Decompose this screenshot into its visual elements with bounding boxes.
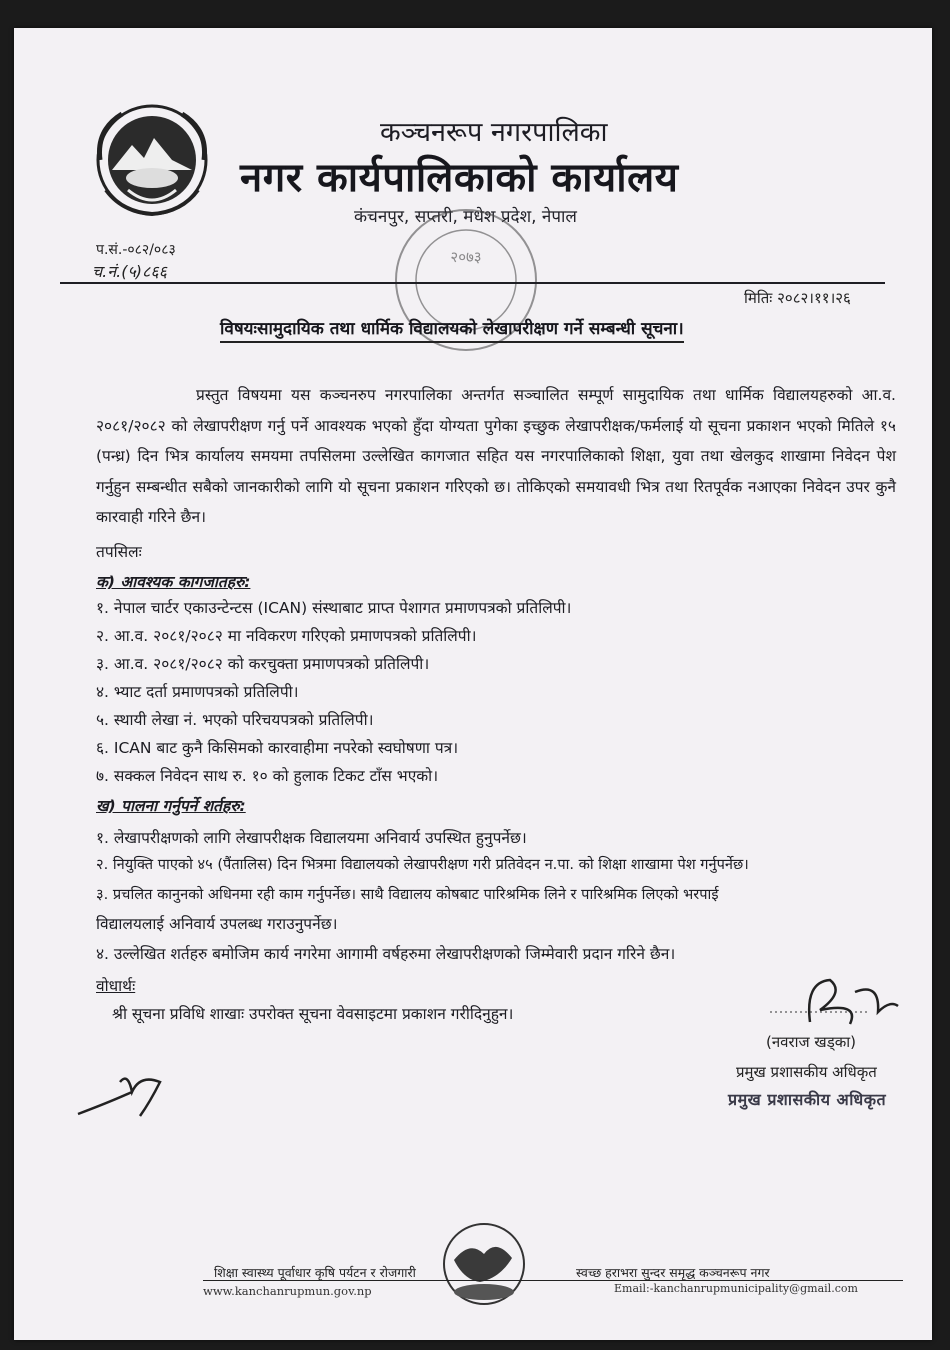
signatory-name: (नवराज खड्का) [766,1033,856,1051]
footer-email: Email:-kanchanrupmunicipality@gmail.com [614,1282,858,1295]
signatory-title: प्रमुख प्रशासकीय अधिकृत [736,1063,877,1081]
document-item: १. नेपाल चार्टर एकाउन्टेन्टस (ICAN) संस्थाबाट प्राप्त पेशागत प्रमाणपत्रको प्रतिलिपी। [96,599,572,617]
body-paragraph: प्रस्तुत विषयमा यस कञ्चनरुप नगरपालिका अन्तर्गत सञ्चालित सम्पूर्ण सामुदायिक तथा धार्मिक विद्यालयहरुको आ.व. २०८१/२०८२ को लेखापरीक्षण गर्नु पर्ने आवश्यक भएको हुँदा योग्यता पुगेका इच्छुक लेखापरीक्षक/फर्मलाई यो सूचना प्रकाशन भएको मितिले १५ (पन्ध्र) दिन भित्र कार्यालय समयमा तपसिलमा उल्लेखित कागजात सहित यस नगरपालिकाको शिक्षा, युवा तथा खेलकुद शाखामा निवेदन पेश गर्नुहुन सम्बन्धीत सबैको जानकारीको लागि यो सूचना प्रकाशन गरिएको छ। तोकिएको समयावधी भित्र तथा रितपूर्वक नआएका निवेदन उपर कुनै कारवाही गरिने छैन। [96,386,896,526]
condition-item-continued: विद्यालयलाई अनिवार्य उपलब्ध गराउनुपर्नेछ। [96,915,338,933]
condition-item: ३. प्रचलित कानुनको अधिनमा रही काम गर्नुपर्नेछ। साथै विद्यालय कोषबाट पारिश्रमिक लिने र पारिश्रमिक लिएको भरपाई [96,886,719,903]
schedule-label: तपसिलः [96,543,142,561]
footer-slogan-right: स्वच्छ हराभरा सुन्दर समृद्ध कञ्चनरूप नगर [576,1265,770,1280]
document-item: ४. भ्याट दर्ता प्रमाणपत्रको प्रतिलिपी। [96,683,299,701]
dispatch-number: च.नं.(५)८६६ [92,262,167,281]
office-address: कंचनपुर, सप्तरी, मधेश प्रदेश, नेपाल [354,207,577,227]
initials-scribble [70,1062,180,1122]
reference-number: प.सं.-०८२/०८३ [96,242,176,258]
document-item: २. आ.व. २०८१/२०८२ मा नविकरण गरिएको प्रमाणपत्रको प्रतिलिपी। [96,627,477,645]
document-item: ३. आ.व. २०८१/२०८२ को करचुक्ता प्रमाणपत्रको प्रतिलिपी। [96,655,430,673]
header-divider [60,282,885,284]
condition-item: ४. उल्लेखित शर्तहरु बमोजिम कार्य नगरेमा आगामी वर्षहरुमा लेखापरीक्षणको जिम्मेवारी प्रदान गरिने छैन। [96,945,676,963]
footer-website: www.kanchanrupmun.gov.np [203,1284,372,1298]
documents-heading: क) आवश्यक कागजातहरु: [96,573,251,591]
condition-item: १. लेखापरीक्षणको लागि लेखापरीक्षक विद्यालयमा अनिवार्य उपस्थित हुनुपर्नेछ। [96,829,527,847]
notice-date: मितिः २०८२।११।२६ [744,289,851,307]
footer-divider [203,1280,903,1281]
globe-logo-icon [440,1220,528,1308]
notice-body [96,380,896,533]
notice-subject: विषयःसामुदायिक तथा धार्मिक विद्यालयको लेखापरीक्षण गर्ने सम्बन्धी सूचना। [220,316,684,343]
condition-item: २. नियुक्ति पाएको ४५ (पैंतालिस) दिन भित्रमा विद्यालयको लेखापरीक्षण गरी प्रतिवेदन न.पा. को शिक्षा शाखामा पेश गर्नुपर्नेछ। [96,856,749,873]
nepal-emblem-icon [92,100,212,220]
document-item: ५. स्थायी लेखा नं. भएको परिचयपत्रको प्रतिलिपी। [96,711,374,729]
conditions-heading: ख) पालना गर्नुपर्ने शर्तहरु: [96,797,246,815]
document-item: ६. ICAN बाट कुनै किसिमको कारवाहीमा नपरेको स्वघोषणा पत्र। [96,739,459,757]
cc-item: श्री सूचना प्रविधि शाखाः उपरोक्त सूचना वेवसाइटमा प्रकाशन गरीदिनुहुन। [112,1005,514,1023]
designation-stamp: प्रमुख प्रशासकीय अधिकृत [728,1090,887,1109]
notice-page [14,28,932,1340]
svg-text:२०७३: २०७३ [450,248,482,266]
office-title: नगर कार्यपालिकाको कार्यालय [240,155,679,201]
municipality-name: कञ्चनरूप नगरपालिका [380,117,608,148]
footer-slogan-left: शिक्षा स्वास्थ्य पूर्वाधार कृषि पर्यटन र रोजगारी [214,1265,416,1280]
document-item: ७. सक्कल निवेदन साथ रु. १० को हुलाक टिकट टाँस भएको। [96,767,439,785]
signature-scribble [750,972,900,1032]
cc-label: वोधार्थः [96,977,136,995]
